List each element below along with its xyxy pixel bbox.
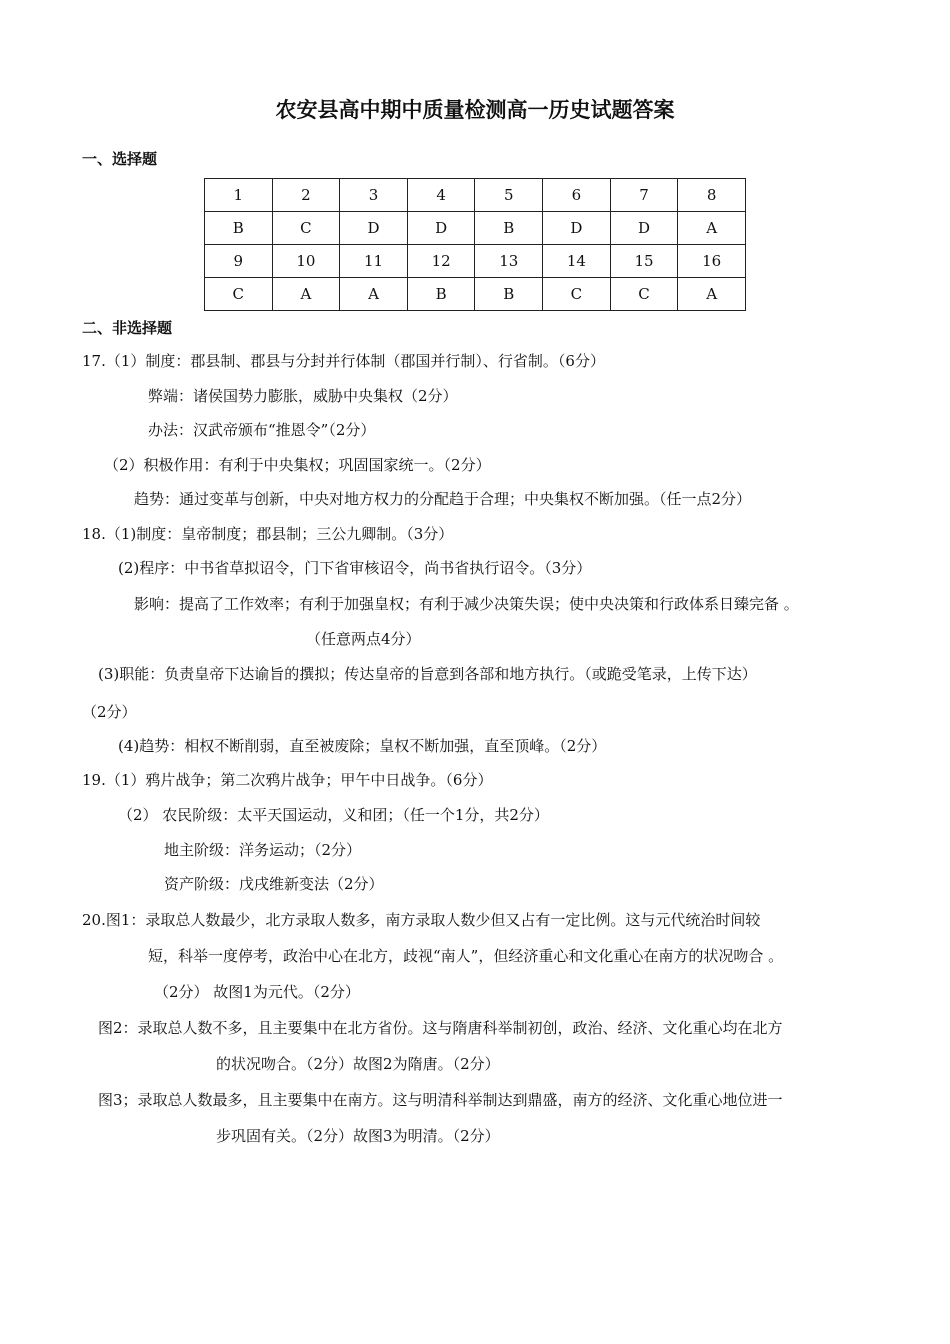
answer-cell: D <box>340 212 408 245</box>
question-number: 6 <box>543 179 611 212</box>
question-number: 4 <box>407 179 475 212</box>
answer-cell: A <box>678 278 746 311</box>
answer-cell: A <box>340 278 408 311</box>
question-number: 7 <box>610 179 678 212</box>
question-number: 10 <box>272 245 340 278</box>
q18-line-6: （2分） <box>82 703 137 721</box>
question-number: 9 <box>205 245 273 278</box>
q17-line-4: （2）积极作用：有利于中央集权；巩固国家统一。（2分） <box>104 456 491 474</box>
section-nonchoice-heading: 二、非选择题 <box>82 319 173 337</box>
answer-cell: A <box>272 278 340 311</box>
question-number: 11 <box>340 245 408 278</box>
table-row <box>205 179 746 212</box>
q18-line-2: (2)程序：中书省草拟诏令，门下省审核诏令，尚书省执行诏令。（3分） <box>118 559 592 577</box>
question-number: 14 <box>543 245 611 278</box>
question-number: 12 <box>407 245 475 278</box>
q20-line-1: 20.图1：录取总人数最少，北方录取人数多，南方录取人数少但又占有一定比例。这与元代统治时间较 <box>82 911 761 929</box>
answer-cell: C <box>205 278 273 311</box>
q20-line-3: （2分） 故图1为元代。（2分） <box>154 983 360 1001</box>
page-title: 农安县高中期中质量检测高一历史试题答案 <box>275 98 675 122</box>
q20-line-7: 步巩固有关。（2分）故图3为明清。（2分） <box>216 1127 500 1145</box>
table-row <box>205 278 746 311</box>
question-number: 16 <box>678 245 746 278</box>
q18-line-4: （任意两点4分） <box>306 630 421 648</box>
q19-line-4: 资产阶级：戊戌维新变法（2分） <box>164 875 384 893</box>
q17-line-2: 弊端：诸侯国势力膨胀，威胁中央集权（2分） <box>148 387 458 405</box>
answer-cell: D <box>543 212 611 245</box>
q20-line-2: 短，科举一度停考，政治中心在北方，歧视“南人”，但经济重心和文化重心在南方的状况吻合 。 <box>148 947 784 965</box>
q19-line-3: 地主阶级：洋务运动；（2分） <box>164 841 362 859</box>
answer-cell: C <box>543 278 611 311</box>
question-number: 1 <box>205 179 273 212</box>
q20-line-4: 图2：录取总人数不多，且主要集中在北方省份。这与隋唐科举制初创，政治、经济、文化重心均在北方 <box>98 1019 783 1037</box>
q19-line-2: （2） 农民阶级：太平天国运动，义和团；（任一个1分，共2分） <box>118 806 549 824</box>
q17-line-5: 趋势：通过变革与创新，中央对地方权力的分配趋于合理；中央集权不断加强。（任一点2分） <box>134 490 752 508</box>
question-number: 15 <box>610 245 678 278</box>
q17-line-3: 办法：汉武帝颁布“推恩令”（2分） <box>148 421 376 439</box>
answer-cell: C <box>610 278 678 311</box>
answer-cell: A <box>678 212 746 245</box>
question-number: 3 <box>340 179 408 212</box>
answer-cell: B <box>475 278 543 311</box>
q18-line-7: (4)趋势：相权不断削弱，直至被废除；皇权不断加强，直至顶峰。（2分） <box>118 737 607 755</box>
question-number: 2 <box>272 179 340 212</box>
answer-cell: C <box>272 212 340 245</box>
question-number: 8 <box>678 179 746 212</box>
q17-line-1: 17.（1）制度：郡县制、郡县与分封并行体制（郡国并行制）、行省制。（6分） <box>82 352 605 370</box>
table-row <box>205 245 746 278</box>
answer-cell: B <box>407 278 475 311</box>
q19-line-1: 19.（1）鸦片战争；第二次鸦片战争；甲午中日战争。（6分） <box>82 771 493 789</box>
q18-line-3: 影响：提高了工作效率；有利于加强皇权；有利于减少决策失误；使中央决策和行政体系日臻完备 。 <box>134 595 799 613</box>
answer-cell: D <box>610 212 678 245</box>
question-number: 13 <box>475 245 543 278</box>
section-choice-heading: 一、选择题 <box>82 150 158 168</box>
q20-line-6: 图3；录取总人数最多，且主要集中在南方。这与明清科举制达到鼎盛，南方的经济、文化重心地位进一 <box>98 1091 783 1109</box>
table-row <box>205 212 746 245</box>
answer-cell: B <box>475 212 543 245</box>
answer-cell: B <box>205 212 273 245</box>
q18-line-1: 18.（1)制度：皇帝制度；郡县制；三公九卿制。（3分） <box>82 525 454 543</box>
answer-table <box>204 178 746 311</box>
q20-line-5: 的状况吻合。（2分）故图2为隋唐。（2分） <box>216 1055 500 1073</box>
question-number: 5 <box>475 179 543 212</box>
q18-line-5: (3)职能：负责皇帝下达谕旨的撰拟；传达皇帝的旨意到各部和地方执行。（或跪受笔录，上传下达） <box>98 665 757 683</box>
answer-cell: D <box>407 212 475 245</box>
